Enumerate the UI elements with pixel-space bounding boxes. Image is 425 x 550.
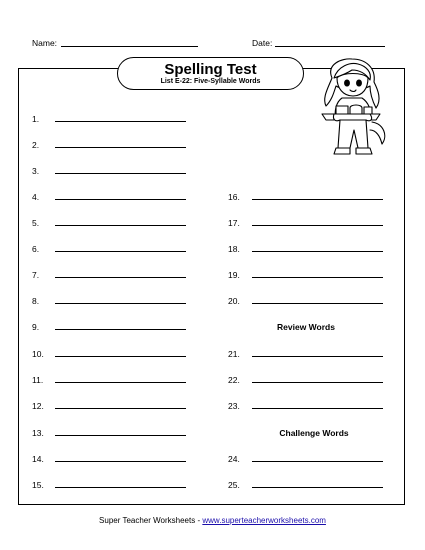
item-number-7: 7.: [32, 270, 40, 280]
answer-line-12[interactable]: [55, 408, 186, 409]
answer-line-4[interactable]: [55, 199, 186, 200]
answer-line-1[interactable]: [55, 121, 186, 122]
page-subtitle: List E-22: Five-Syllable Words: [160, 78, 261, 85]
answer-line-14[interactable]: [55, 461, 186, 462]
item-number-6: 6.: [32, 244, 40, 254]
footer-link[interactable]: www.superteacherworksheets.com: [202, 516, 326, 525]
page-title: Spelling Test: [164, 61, 257, 78]
item-number-2: 2.: [32, 140, 40, 150]
item-number-8: 8.: [32, 296, 40, 306]
answer-line-23[interactable]: [252, 408, 383, 409]
answer-line-11[interactable]: [55, 382, 186, 383]
item-number-12: 12.: [32, 401, 44, 411]
item-number-25: 25.: [228, 480, 240, 490]
footer: [0, 516, 425, 526]
item-number-21: 21.: [228, 349, 240, 359]
answer-line-16[interactable]: [252, 199, 383, 200]
date-field-line[interactable]: [275, 46, 385, 47]
answer-line-17[interactable]: [252, 225, 383, 226]
item-number-11: 11.: [32, 375, 44, 385]
name-label: Name:: [32, 38, 58, 48]
challenge-words-heading: Challenge Words: [279, 428, 349, 438]
answer-line-13[interactable]: [55, 435, 186, 436]
item-number-15: 15.: [32, 480, 44, 490]
item-number-16: 16.: [228, 192, 240, 202]
answer-line-10[interactable]: [55, 356, 186, 357]
girl-holding-tray-illustration: [312, 56, 392, 166]
answer-line-24[interactable]: [252, 461, 383, 462]
answer-line-6[interactable]: [55, 251, 186, 252]
item-number-4: 4.: [32, 192, 40, 202]
item-number-10: 10.: [32, 349, 44, 359]
item-number-19: 19.: [228, 270, 240, 280]
item-number-20: 20.: [228, 296, 240, 306]
answer-line-7[interactable]: [55, 277, 186, 278]
item-number-23: 23.: [228, 401, 240, 411]
answer-line-8[interactable]: [55, 303, 186, 304]
answer-line-19[interactable]: [252, 277, 383, 278]
answer-line-21[interactable]: [252, 356, 383, 357]
date-label: Date:: [252, 38, 273, 48]
name-field-line[interactable]: [61, 46, 198, 47]
answer-line-15[interactable]: [55, 487, 186, 488]
item-number-14: 14.: [32, 454, 44, 464]
answer-line-5[interactable]: [55, 225, 186, 226]
footer-text: Super Teacher Worksheets -: [99, 516, 203, 525]
item-number-9: 9.: [32, 322, 40, 332]
answer-line-18[interactable]: [252, 251, 383, 252]
item-number-5: 5.: [32, 218, 40, 228]
review-words-heading: Review Words: [277, 322, 335, 332]
item-number-24: 24.: [228, 454, 240, 464]
answer-line-2[interactable]: [55, 147, 186, 148]
answer-line-25[interactable]: [252, 487, 383, 488]
item-number-13: 13.: [32, 428, 44, 438]
item-number-18: 18.: [228, 244, 240, 254]
item-number-17: 17.: [228, 218, 240, 228]
item-number-1: 1.: [32, 114, 40, 124]
item-number-22: 22.: [228, 375, 240, 385]
item-number-3: 3.: [32, 166, 40, 176]
title-box: [117, 57, 304, 90]
answer-line-9[interactable]: [55, 329, 186, 330]
answer-line-20[interactable]: [252, 303, 383, 304]
answer-line-22[interactable]: [252, 382, 383, 383]
answer-line-3[interactable]: [55, 173, 186, 174]
